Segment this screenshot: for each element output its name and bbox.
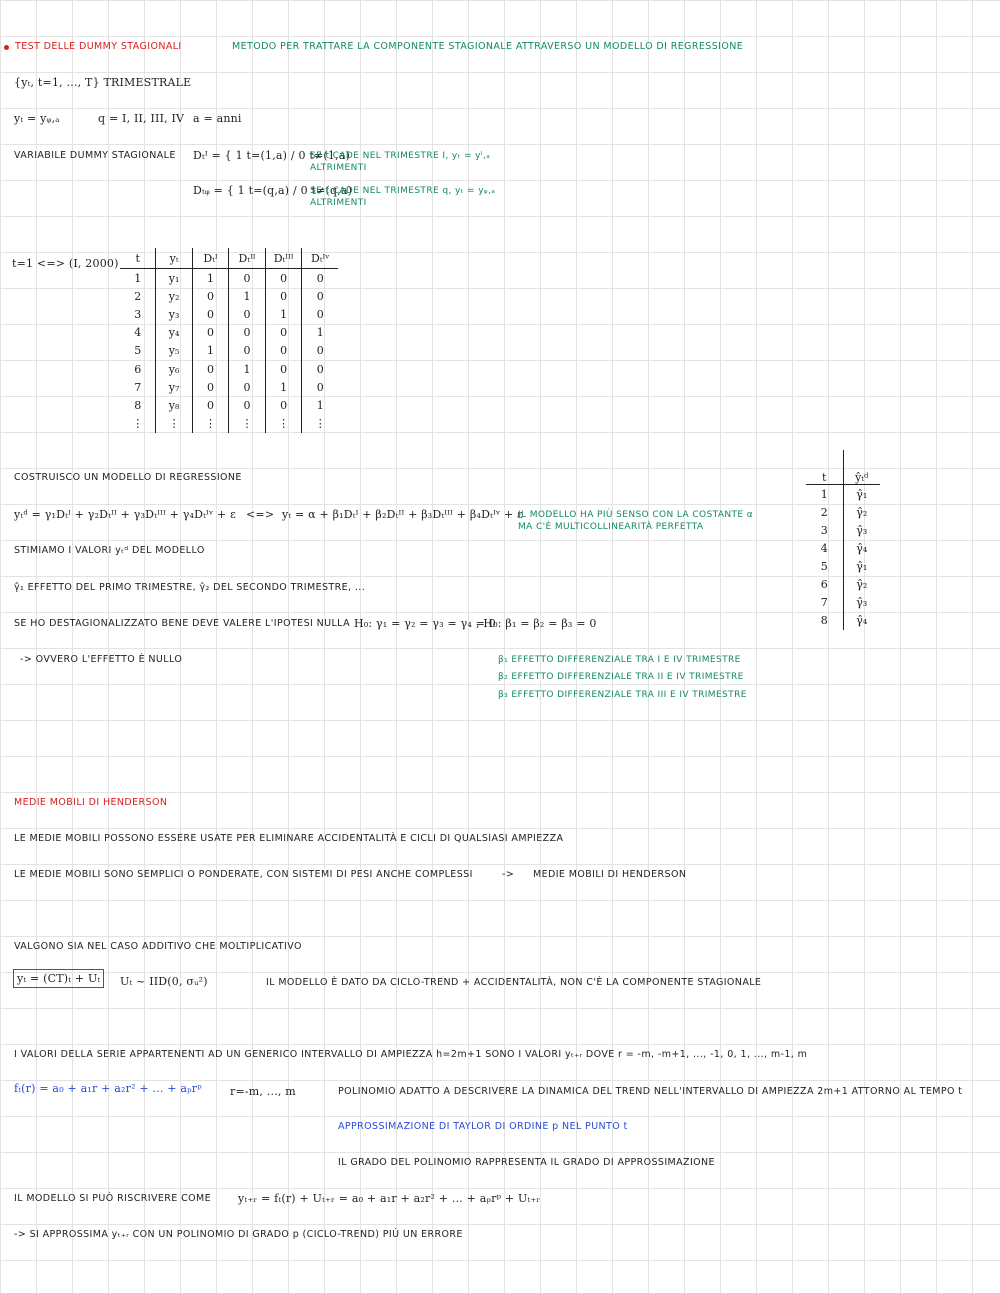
table-row [806, 503, 880, 521]
table-cell: y₃ [156, 305, 192, 323]
table-cell: 6 [134, 362, 142, 376]
table-row [120, 287, 338, 305]
table-cell: 5 [134, 344, 142, 358]
table-row [120, 324, 338, 342]
series-definition: {yₜ, t=1, ..., T} TRIMESTRALE [14, 76, 192, 89]
table-cell: 0 [192, 324, 228, 342]
iid-definition: Uₜ ~ IID(0, σᵤ²) [120, 975, 208, 988]
table-cell: 7 [134, 380, 142, 394]
beta3-note: β₃ EFFETTO DIFFERENZIALE TRA III E IV TRIMESTRE [498, 690, 747, 700]
degree-note: IL GRADO DEL POLINOMIO RAPPRESENTA IL GRADO DI APPROSSIMAZIONE [338, 1157, 715, 1168]
constant-note: IL MODELLO HA PIÙ SENSO CON LA COSTANTE α [518, 510, 754, 520]
table-row [806, 485, 880, 504]
table-cell: ⋮ [302, 415, 338, 433]
table-cell: 1 [265, 378, 302, 396]
model-rewrite-equation: yₜ₊ᵣ = fₜ(r) + Uₜ₊ᵣ = a₀ + a₁r + a₂r² + ... + aₚrᵖ + Uₜ₊ᵣ [238, 1192, 541, 1205]
table-cell: 1 [265, 305, 302, 323]
table-row [120, 360, 338, 378]
table-cell: γ̂₂ [843, 575, 880, 593]
dummy-quarter-1: Dₜᴵ = { 1 t=(1,a) / 0 t≠(1,a) [193, 149, 351, 162]
table-cell: 0 [229, 305, 266, 323]
table-cell: 0 [265, 287, 302, 305]
table-header: Dₜᴵᵛ [302, 248, 338, 269]
table-cell: 0 [192, 305, 228, 323]
table-cell: y₇ [156, 378, 192, 396]
table-cell: 3 [820, 523, 828, 537]
table-cell: ⋮ [132, 417, 144, 431]
bullet-dot [4, 45, 9, 50]
table-cell: 1 [302, 324, 338, 342]
dummy-table [120, 248, 338, 433]
dummy-label: VARIABILE DUMMY STAGIONALE [14, 150, 176, 161]
table-cell: 0 [229, 378, 266, 396]
table-row [120, 415, 338, 433]
multicollinearity-note: MA C'È MULTICOLLINEARITÀ PERFETTA [518, 522, 704, 532]
null-effect-line: -> OVVERO L'EFFETTO È NULLO [20, 654, 183, 665]
table-header: yₜ [156, 248, 192, 269]
table-header-row [806, 450, 880, 485]
taylor-note: APPROSSIMAZIONE DI TAYLOR DI ORDINE p NEL PUNTO t [338, 1121, 628, 1132]
table-cell: 7 [820, 596, 828, 610]
table-row [120, 396, 338, 414]
table-cell: 0 [229, 396, 266, 414]
dummy-1-note: SE t CADE NEL TRIMESTRE I, yₜ = yᴵ,ₐ [310, 151, 491, 161]
table-cell: 0 [192, 396, 228, 414]
table-cell: 0 [302, 360, 338, 378]
table-cell: 0 [192, 360, 228, 378]
table-cell: 1 [192, 269, 228, 288]
table-cell: γ̂₃ [843, 594, 880, 612]
gamma-effect-line: γ̂₁ EFFETTO DEL PRIMO TRIMESTRE, γ̂₂ DEL SECONDO TRIMESTRE, ... [14, 582, 366, 593]
table-cell: 0 [229, 324, 266, 342]
henderson-line-2-arrow: -> [502, 869, 515, 880]
table-cell: 2 [134, 289, 142, 303]
henderson-line-2-end: MEDIE MOBILI DI HENDERSON [533, 869, 687, 880]
r-range: r=-m, ..., m [230, 1085, 296, 1098]
henderson-line-1: LE MEDIE MOBILI POSSONO ESSERE USATE PER ELIMINARE ACCIDENTALITÀ E CICLI DI QUALSIASI AMPIEZZA [14, 833, 564, 844]
table-cell: 0 [265, 360, 302, 378]
table-cell: ⋮ [156, 415, 192, 433]
interval-line: I VALORI DELLA SERIE APPARTENENTI AD UN GENERICO INTERVALLO DI AMPIEZZA h=2m+1 SONO I VALORI yₜ₊ᵣ DOVE r = -m, -m+1, ..., -1, 0, 1, ..., m-1, m [14, 1049, 808, 1060]
boxed-model-equation [13, 973, 104, 985]
table-cell: 4 [134, 326, 142, 340]
table-row [806, 612, 880, 630]
table-cell: y₄ [156, 324, 192, 342]
build-model-label: COSTRUISCO UN MODELLO DI REGRESSIONE [14, 472, 242, 483]
henderson-line-2: LE MEDIE MOBILI SONO SEMPLICI O PONDERATE, CON SISTEMI DI PESI ANCHE COMPLESSI [14, 869, 473, 880]
table-row [120, 378, 338, 396]
table-row [120, 269, 338, 288]
table-cell: 0 [302, 287, 338, 305]
table-cell: 1 [134, 271, 142, 285]
table-cell: γ̂₂ [843, 503, 880, 521]
table-cell: y₆ [156, 360, 192, 378]
table-header: t [806, 450, 843, 485]
table-cell: 4 [820, 541, 828, 555]
table-cell: 8 [134, 398, 142, 412]
table-cell: y₈ [156, 396, 192, 414]
table-cell: 1 [229, 360, 266, 378]
table-header: t [120, 248, 156, 269]
dummy-quarter-q: Dₜᵩ = { 1 t=(q,a) / 0 t≠(q,a) [193, 184, 353, 197]
table-cell: 0 [302, 342, 338, 360]
table-cell: y₅ [156, 342, 192, 360]
beta2-note: β₂ EFFETTO DIFFERENZIALE TRA II E IV TRIMESTRE [498, 672, 744, 682]
table-cell: 0 [229, 269, 266, 288]
table-row [806, 594, 880, 612]
beta1-note: β₁ EFFETTO DIFFERENZIALE TRA I E IV TRIMESTRE [498, 655, 741, 665]
section-title-dummy: TEST DELLE DUMMY STAGIONALI [15, 41, 182, 52]
hypothesis-h0-beta: , H₀: β₁ = β₂ = β₃ = 0 [476, 617, 597, 630]
table-cell: 0 [265, 269, 302, 288]
table-cell: y₁ [156, 269, 192, 288]
table-cell: 0 [192, 378, 228, 396]
fitted-values-table [806, 450, 880, 630]
regression-equation-gamma: yₜᵈ = γ₁Dₜᴵ + γ₂Dₜᴵᴵ + γ₃Dₜᴵᴵᴵ + γ₄Dₜᴵᵛ + ε [14, 508, 236, 521]
table-cell: 0 [302, 269, 338, 288]
table-cell: γ̂₄ [843, 539, 880, 557]
dummy-q-note: SE t CADE NEL TRIMESTRE q, yₜ = yᵩ,ₐ [310, 186, 496, 196]
table-row [120, 305, 338, 323]
table-row [806, 521, 880, 539]
table-cell: 2 [820, 505, 828, 519]
table-cell: 0 [302, 305, 338, 323]
hypothesis-text: SE HO DESTAGIONALIZZATO BENE DEVE VALERE L'IPOTESI NULLA [14, 618, 350, 629]
table-cell: 0 [265, 342, 302, 360]
table-header: Dₜᴵᴵᴵ [265, 248, 302, 269]
table-row [120, 342, 338, 360]
dummy-q-else: ALTRIMENTI [310, 198, 367, 208]
approx-line: -> SI APPROSSIMA yₜ₊ᵣ CON UN POLINOMIO DI GRADO p (CICLO-TREND) PIÙ UN ERRORE [14, 1229, 463, 1240]
section-title-henderson: MEDIE MOBILI DI HENDERSON [14, 797, 168, 808]
table-cell: 5 [820, 559, 828, 573]
model-rewrite-label: IL MODELLO SI PUÒ RISCRIVERE COME [14, 1193, 211, 1204]
table-cell: 3 [134, 307, 142, 321]
boxed-equation-text: yₜ = (CT)ₜ + Uₜ [13, 969, 104, 988]
table-cell: 0 [265, 396, 302, 414]
index-definition: yₜ = yᵩ,ₐ [14, 112, 60, 125]
section-subtitle: METODO PER TRATTARE LA COMPONENTE STAGIONALE ATTRAVERSO UN MODELLO DI REGRESSIONE [232, 41, 744, 52]
model-note: IL MODELLO È DATO DA CICLO-TREND + ACCIDENTALITÀ, NON C'È LA COMPONENTE STAGIONALE [266, 977, 762, 988]
table-cell: 1 [302, 396, 338, 414]
table-cell: γ̂₄ [843, 612, 880, 630]
table-header-row [120, 248, 338, 269]
t1-mapping: t=1 <=> (I, 2000) [12, 257, 119, 270]
hypothesis-h0-gamma: H₀: γ₁ = γ₂ = γ₃ = γ₄ = 0 [354, 617, 496, 630]
quarter-definition: q = I, II, III, IV [98, 112, 185, 125]
table-cell: 8 [820, 614, 828, 628]
table-cell: 0 [265, 324, 302, 342]
equivalence-arrow: <=> [246, 508, 275, 521]
table-header: Dₜᴵᴵ [229, 248, 266, 269]
table-cell: y₂ [156, 287, 192, 305]
table-cell: ⋮ [229, 415, 266, 433]
table-cell: 1 [820, 487, 828, 501]
table-header: Dₜᴵ [192, 248, 228, 269]
table-cell: γ̂₁ [843, 557, 880, 575]
table-row [806, 557, 880, 575]
dummy-1-else: ALTRIMENTI [310, 163, 367, 173]
table-cell: 1 [229, 287, 266, 305]
polynomial-equation: fₜ(r) = a₀ + a₁r + a₂r² + ... + aₚrᵖ [14, 1082, 202, 1095]
table-cell: 6 [820, 578, 828, 592]
table-cell: γ̂₁ [843, 485, 880, 504]
table-cell: ⋮ [192, 415, 228, 433]
table-row [806, 539, 880, 557]
henderson-line-3: VALGONO SIA NEL CASO ADDITIVO CHE MOLTIPLICATIVO [14, 941, 302, 952]
year-definition: a = anni [193, 112, 242, 125]
table-cell: 0 [229, 342, 266, 360]
table-cell: γ̂₃ [843, 521, 880, 539]
table-cell: 0 [192, 287, 228, 305]
table-row [806, 575, 880, 593]
polynomial-note: POLINOMIO ADATTO A DESCRIVERE LA DINAMICA DEL TREND NELL'INTERVALLO DI AMPIEZZA 2m+1 ATTORNO AL TEMPO t [338, 1086, 963, 1097]
estimate-line: STIMIAMO I VALORI yₜᵈ DEL MODELLO [14, 545, 205, 556]
regression-equation-beta: yₜ = α + β₁Dₜᴵ + β₂Dₜᴵᴵ + β₃Dₜᴵᴵᴵ + β₄Dₜᴵᵛ + ε [282, 508, 523, 521]
table-header: ŷₜᵈ [843, 450, 880, 485]
table-cell: 1 [192, 342, 228, 360]
table-cell: 0 [302, 378, 338, 396]
table-cell: ⋮ [265, 415, 302, 433]
